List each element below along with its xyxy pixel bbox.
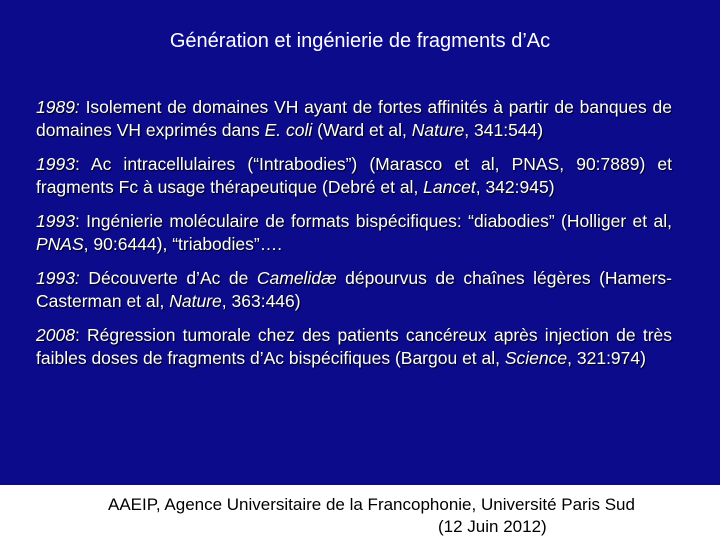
list-item-2008 (36, 324, 672, 370)
item-italic: PNAS (36, 234, 84, 254)
item-year: 1989: (36, 97, 80, 117)
slide-title: Génération et ingénierie de fragments d’Ac (169, 30, 551, 52)
list-item-1993-diabodies (36, 210, 672, 256)
list-item-1993-camelidae (36, 267, 672, 313)
footer-affiliation: AAEIP, Agence Universitaire de la Francophonie, Université Paris Sud (108, 495, 635, 514)
item-italic: Science (504, 348, 568, 368)
item-year: 2008 (36, 325, 75, 345)
item-text: : Régression tumorale chez des patients cancéreux après injection de très faibles doses de fragments d’Ac bispécifiques (Bargou et al, (36, 325, 672, 368)
item-text: : Ac intracellulaires (“Intrabodies”) (Marasco et al, PNAS, 90:7889) et fragments Fc à usage thérapeutique (Debré et al, (36, 154, 672, 197)
item-text: Isolement de domaines VH ayant de fortes affinités à partir de banques de domaines VH exprimés dans (36, 97, 672, 140)
list-item-1993-intrabodies (36, 153, 672, 199)
list-item-1989 (36, 96, 672, 142)
item-text: dépourvus de chaînes légères (Hamers-Casterman et al, (36, 268, 672, 311)
item-text: , 341:544) (464, 120, 544, 140)
item-text: , 363:446) (221, 291, 301, 311)
item-year: 1993: (36, 268, 80, 288)
item-italic: E. coli (264, 120, 313, 140)
item-year: 1993 (36, 154, 75, 174)
item-text: , 90:6444), “triabodies”…. (83, 234, 283, 254)
item-italic: Camelidæ (256, 268, 337, 288)
footer (0, 485, 720, 540)
item-text: (Ward et al, (312, 120, 412, 140)
item-italic: Nature (411, 120, 465, 140)
item-text: Découverte d’Ac de (79, 268, 257, 288)
bullet-list (36, 96, 672, 381)
item-text: , 321:974) (567, 348, 646, 368)
footer-date: (12 Juin 2012) (438, 517, 547, 536)
item-text: , 342:945) (475, 177, 555, 197)
item-year: 1993 (36, 211, 75, 231)
item-italic: Lancet (423, 177, 476, 197)
item-italic: Nature (169, 291, 222, 311)
item-text: : Ingénierie moléculaire de formats bispécifiques: “diabodies” (Holliger et al, (74, 211, 672, 231)
